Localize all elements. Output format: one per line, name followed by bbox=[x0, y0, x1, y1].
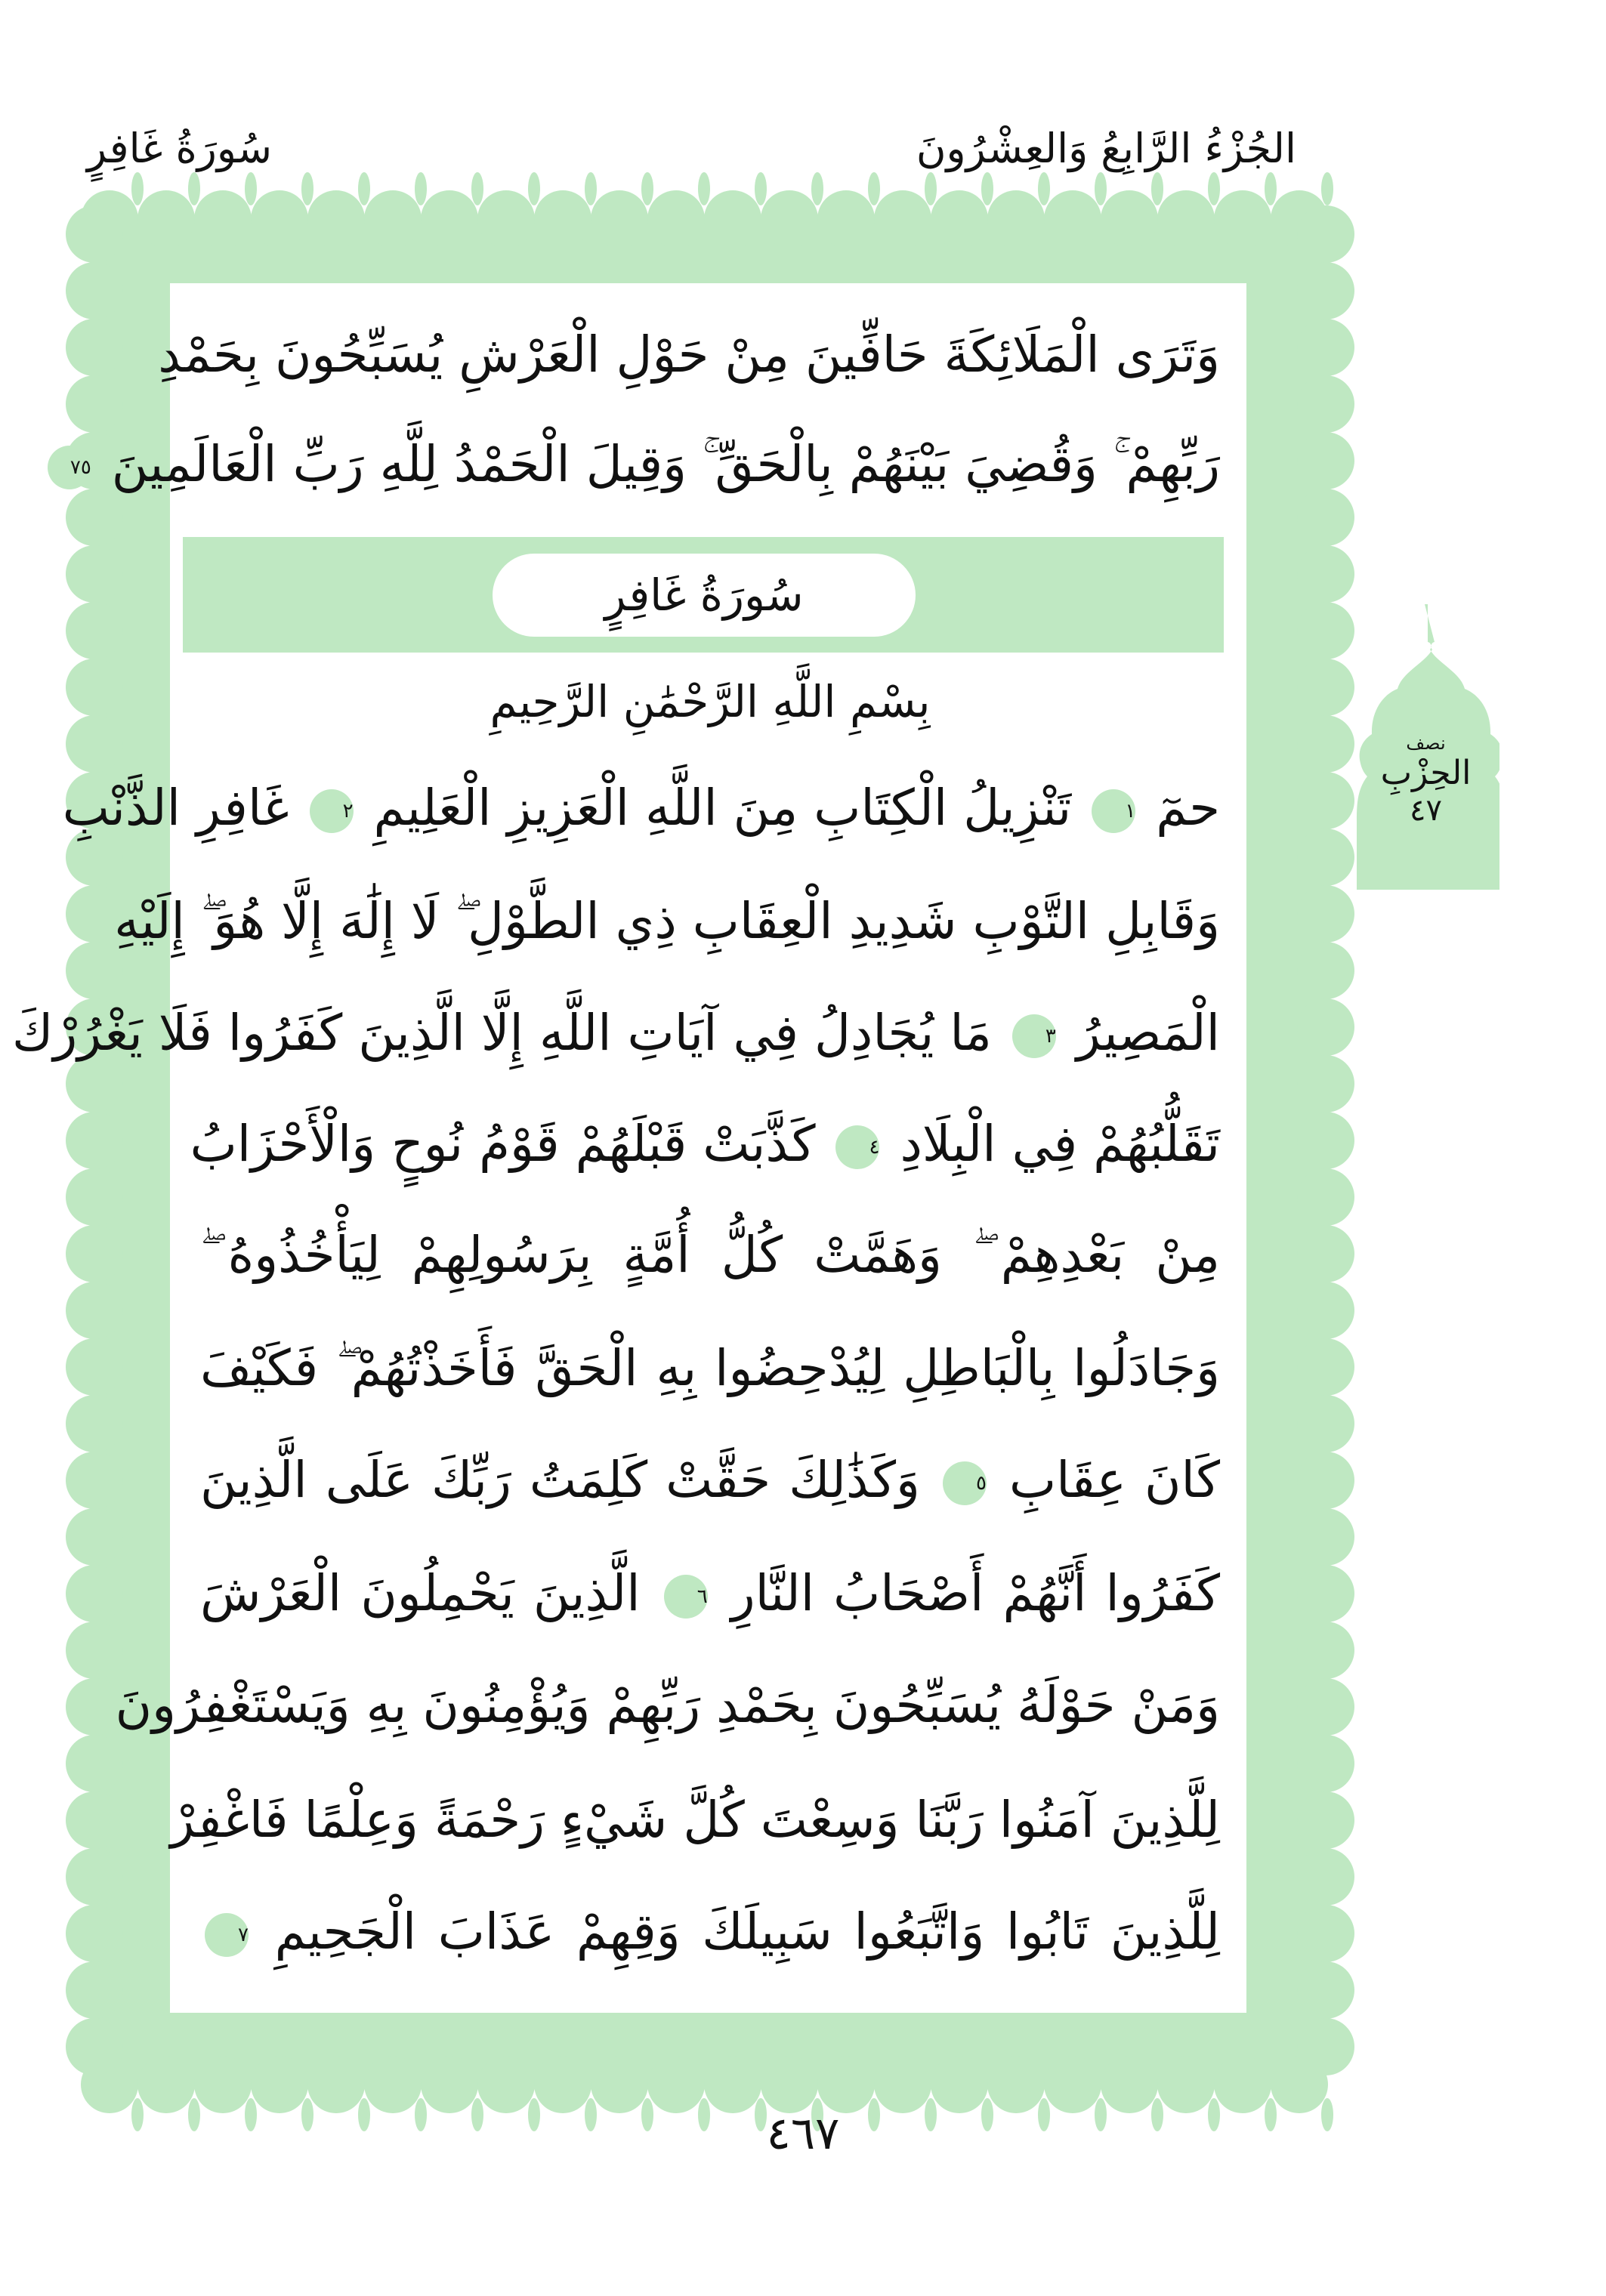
verse-text: مَا يُجَادِلُ فِي آيَاتِ اللَّهِ إِلَّا الَّذِينَ كَفَرُوا فَلَا يَغْرُرْكَ bbox=[12, 1004, 992, 1062]
frame-scallop bbox=[1297, 1791, 1354, 1849]
frame-scallop bbox=[931, 2056, 988, 2113]
verse-number-marker: ١ bbox=[1092, 789, 1135, 833]
frame-scallop bbox=[66, 1452, 123, 1509]
frame-scallop bbox=[1297, 1452, 1354, 1509]
verse-text: وَمَنْ حَوْلَهُ يُسَبِّحُونَ بِحَمْدِ رَبِّهِمْ وَيُؤْمِنُونَ بِهِ وَيَسْتَغْفِرُونَ bbox=[115, 1676, 1220, 1734]
text-line bbox=[62, 770, 1220, 846]
frame-finial bbox=[811, 172, 823, 205]
frame-scallop bbox=[66, 1395, 123, 1452]
verse-number-marker: ٤ bbox=[835, 1125, 879, 1169]
frame-scallop bbox=[987, 190, 1045, 248]
frame-scallop bbox=[1297, 1961, 1354, 2019]
frame-finial bbox=[131, 172, 144, 205]
surah-header-title: سُورَةُ غَافِرٍ bbox=[87, 125, 272, 172]
verse-text: حمٓ bbox=[1156, 779, 1220, 837]
frame-scallop bbox=[66, 1225, 123, 1282]
frame-scallop bbox=[477, 2056, 535, 2113]
text-line bbox=[69, 427, 1220, 502]
frame-scallop bbox=[194, 190, 252, 248]
frame-scallop bbox=[66, 1848, 123, 1906]
frame-scallop bbox=[1297, 1338, 1354, 1396]
frame-scallop bbox=[874, 190, 931, 248]
frame-scallop bbox=[647, 190, 705, 248]
frame-scallop bbox=[1297, 1565, 1354, 1622]
frame-finial bbox=[868, 172, 880, 205]
verse-text: كَذَّبَتْ قَبْلَهُمْ قَوْمُ نُوحٍ وَالْأَحْزَابُ bbox=[190, 1115, 816, 1173]
frame-finial bbox=[755, 172, 767, 205]
frame-scallop bbox=[1297, 829, 1354, 886]
verse-text: تَقَلُّبُهُمْ فِي الْبِلَادِ bbox=[900, 1115, 1220, 1173]
text-line bbox=[200, 1443, 1220, 1518]
frame-scallop bbox=[1214, 190, 1271, 248]
frame-scallop bbox=[1044, 2056, 1101, 2113]
frame-scallop bbox=[66, 1622, 123, 1679]
page-number: ٤٦٧ bbox=[766, 2107, 840, 2160]
frame-scallop bbox=[66, 1282, 123, 1339]
basmala: بِسْمِ اللَّهِ الرَّحْمَٰنِ الرَّحِيمِ bbox=[490, 676, 931, 727]
frame-scallop bbox=[364, 2056, 422, 2113]
frame-scallop bbox=[66, 1168, 123, 1226]
text-line bbox=[115, 1668, 1220, 1743]
verse-text: وَتَرَى الْمَلَائِكَةَ حَافِّينَ مِنْ حَوْلِ الْعَرْشِ يُسَبِّحُونَ بِحَمْدِ bbox=[158, 326, 1220, 384]
frame-scallop bbox=[1297, 942, 1354, 999]
frame-scallop bbox=[1297, 432, 1354, 489]
frame-scallop bbox=[66, 319, 123, 376]
verse-text: رَبِّهِمْ ۚ وَقُضِيَ بَيْنَهُمْ بِالْحَقِّ ۚ وَقِيلَ الْحَمْدُ لِلَّهِ رَبِّ الْعَالَمِينَ bbox=[111, 435, 1220, 493]
frame-scallop bbox=[1214, 2056, 1271, 2113]
text-line bbox=[200, 1894, 1220, 1970]
frame-finial bbox=[1151, 172, 1163, 205]
frame-scallop bbox=[1297, 1282, 1354, 1339]
text-line bbox=[170, 1782, 1220, 1858]
frame-scallop bbox=[194, 2056, 252, 2113]
frame-finial bbox=[1038, 172, 1050, 205]
frame-scallop bbox=[307, 2056, 365, 2113]
verse-number-marker: ٥ bbox=[943, 1461, 987, 1505]
verse-text: لِلَّذِينَ آمَنُوا رَبَّنَا وَسِعْتَ كُلَّ شَيْءٍ رَحْمَةً وَعِلْمًا فَاغْفِرْ bbox=[170, 1791, 1220, 1849]
frame-scallop bbox=[421, 190, 478, 248]
text-line bbox=[190, 1106, 1220, 1182]
frame-finial bbox=[641, 172, 653, 205]
frame-scallop bbox=[1297, 375, 1354, 433]
frame-scallop bbox=[66, 1905, 123, 1962]
frame-finial bbox=[1208, 172, 1220, 205]
frame-finial bbox=[1265, 172, 1277, 205]
frame-finial bbox=[1095, 172, 1107, 205]
text-line bbox=[200, 1331, 1220, 1406]
hizb-half-label: نصف bbox=[1406, 733, 1446, 754]
surah-title-cartouche: سُورَةُ غَافِرٍ bbox=[493, 554, 916, 637]
frame-scallop bbox=[1101, 2056, 1158, 2113]
frame-scallop bbox=[1157, 190, 1215, 248]
frame-scallop bbox=[1297, 489, 1354, 546]
frame-scallop bbox=[1297, 659, 1354, 716]
frame-scallop bbox=[761, 190, 818, 248]
frame-scallop bbox=[477, 190, 535, 248]
frame-scallop bbox=[987, 2056, 1045, 2113]
frame-scallop bbox=[1044, 190, 1101, 248]
frame-scallop bbox=[66, 659, 123, 716]
verse-text: مِنْ بَعْدِهِمْ ۖ وَهَمَّتْ كُلُّ أُمَّةٍ بِرَسُولِهِمْ لِيَأْخُذُوهُ ۖ bbox=[200, 1226, 1220, 1284]
frame-scallop bbox=[1297, 885, 1354, 943]
text-line bbox=[12, 995, 1220, 1071]
frame-scallop bbox=[1297, 715, 1354, 773]
frame-scallop bbox=[1297, 998, 1354, 1056]
frame-scallop bbox=[66, 2018, 123, 2075]
frame-scallop bbox=[591, 2056, 648, 2113]
frame-scallop bbox=[1297, 2018, 1354, 2075]
frame-finial bbox=[585, 172, 597, 205]
verse-text: تَنْزِيلُ الْكِتَابِ مِنَ اللَّهِ الْعَزِيزِ الْعَلِيمِ bbox=[373, 779, 1072, 837]
frame-scallop bbox=[761, 2056, 818, 2113]
frame-scallop bbox=[1297, 1168, 1354, 1226]
verse-text: وَقَابِلِ التَّوْبِ شَدِيدِ الْعِقَابِ ذِي الطَّوْلِ ۖ لَا إِلَٰهَ إِلَّا هُوَ ۖ إِلَيْهِ bbox=[114, 892, 1220, 950]
frame-scallop bbox=[66, 375, 123, 433]
frame-scallop bbox=[1297, 545, 1354, 603]
frame-scallop bbox=[1297, 772, 1354, 829]
frame-scallop bbox=[1297, 602, 1354, 659]
verse-text: وَكَذَٰلِكَ حَقَّتْ كَلِمَتُ رَبِّكَ عَلَى الَّذِينَ bbox=[200, 1451, 920, 1509]
frame-scallop bbox=[66, 1791, 123, 1849]
frame-scallop bbox=[251, 2056, 308, 2113]
frame-scallop bbox=[534, 2056, 591, 2113]
frame-finial bbox=[358, 172, 370, 205]
frame-finial bbox=[245, 172, 257, 205]
verse-text: لِلَّذِينَ تَابُوا وَاتَّبَعُوا سَبِيلَكَ وَقِهِمْ عَذَابَ الْجَحِيمِ bbox=[274, 1903, 1220, 1961]
hizb-number: ٤٧ bbox=[1410, 793, 1442, 828]
frame-scallop bbox=[66, 1565, 123, 1622]
frame-scallop bbox=[137, 2056, 195, 2113]
verse-number-marker: ٢ bbox=[310, 789, 354, 833]
text-line bbox=[200, 1556, 1220, 1631]
frame-scallop bbox=[1297, 1735, 1354, 1792]
frame-finial bbox=[1321, 172, 1333, 205]
frame-finial bbox=[301, 172, 313, 205]
frame-scallop bbox=[1297, 1395, 1354, 1452]
frame-scallop bbox=[66, 1735, 123, 1792]
verse-number-marker: ٧٥ bbox=[48, 446, 91, 489]
hizb-marker bbox=[1352, 597, 1499, 895]
frame-scallop bbox=[1297, 1112, 1354, 1169]
verse-text: الْمَصِيرُ bbox=[1076, 1004, 1220, 1062]
frame-scallop bbox=[307, 190, 365, 248]
verse-text: غَافِرِ الذَّنْبِ bbox=[62, 779, 289, 837]
surah-banner bbox=[183, 537, 1224, 653]
text-line bbox=[200, 1217, 1220, 1293]
frame-scallop bbox=[1297, 1055, 1354, 1113]
frame-scallop bbox=[534, 190, 591, 248]
frame-scallop bbox=[1297, 1622, 1354, 1679]
frame-scallop bbox=[1297, 1848, 1354, 1906]
verse-text: كَفَرُوا أَنَّهُمْ أَصْحَابُ النَّارِ bbox=[730, 1564, 1220, 1622]
frame-scallop bbox=[647, 2056, 705, 2113]
frame-scallop bbox=[66, 1678, 123, 1736]
frame-scallop bbox=[1297, 1678, 1354, 1736]
frame-scallop bbox=[364, 190, 422, 248]
frame-scallop bbox=[66, 602, 123, 659]
frame-scallop bbox=[1297, 262, 1354, 319]
frame-scallop bbox=[817, 190, 875, 248]
frame-finial bbox=[698, 172, 710, 205]
frame-finial bbox=[528, 172, 540, 205]
hizb-label: الحِزْبِ bbox=[1380, 754, 1472, 792]
frame-finial bbox=[188, 172, 200, 205]
frame-scallop bbox=[137, 190, 195, 248]
frame-finial bbox=[981, 172, 993, 205]
frame-scallop bbox=[66, 205, 123, 263]
verse-number-marker: ٦ bbox=[664, 1575, 708, 1619]
text-line bbox=[114, 884, 1220, 959]
frame-scallop bbox=[66, 1338, 123, 1396]
frame-scallop bbox=[1101, 190, 1158, 248]
verse-text: وَجَادَلُوا بِالْبَاطِلِ لِيُدْحِضُوا بِهِ الْحَقَّ فَأَخَذْتُهُمْ ۖ فَكَيْفَ bbox=[200, 1339, 1220, 1397]
frame-scallop bbox=[1297, 319, 1354, 376]
verse-text: الَّذِينَ يَحْمِلُونَ الْعَرْشَ bbox=[200, 1564, 641, 1622]
frame-scallop bbox=[874, 2056, 931, 2113]
text-line bbox=[158, 317, 1220, 393]
frame-scallop bbox=[591, 190, 648, 248]
frame-scallop bbox=[66, 545, 123, 603]
frame-finial bbox=[925, 172, 937, 205]
frame-scallop bbox=[66, 1112, 123, 1169]
frame-scallop bbox=[1157, 2056, 1215, 2113]
frame-scallop bbox=[421, 2056, 478, 2113]
frame-scallop bbox=[704, 2056, 761, 2113]
frame-scallop bbox=[66, 1961, 123, 2019]
frame-scallop bbox=[1297, 1508, 1354, 1566]
frame-scallop bbox=[66, 262, 123, 319]
frame-scallop bbox=[931, 190, 988, 248]
juz-title: الجُزْءُ الرَّابِعُ وَالعِشْرُونَ bbox=[916, 125, 1296, 172]
frame-scallop bbox=[251, 190, 308, 248]
verse-number-marker: ٣ bbox=[1012, 1014, 1056, 1058]
verse-text: كَانَ عِقَابِ bbox=[1008, 1451, 1221, 1509]
frame-scallop bbox=[66, 1508, 123, 1566]
frame-finial bbox=[471, 172, 483, 205]
frame-finial bbox=[415, 172, 427, 205]
frame-scallop bbox=[66, 715, 123, 773]
frame-scallop bbox=[1297, 205, 1354, 263]
verse-number-marker: ٧ bbox=[205, 1913, 249, 1957]
frame-scallop bbox=[704, 190, 761, 248]
frame-scallop bbox=[817, 2056, 875, 2113]
frame-scallop bbox=[1297, 1905, 1354, 1962]
frame-scallop bbox=[1297, 1225, 1354, 1282]
